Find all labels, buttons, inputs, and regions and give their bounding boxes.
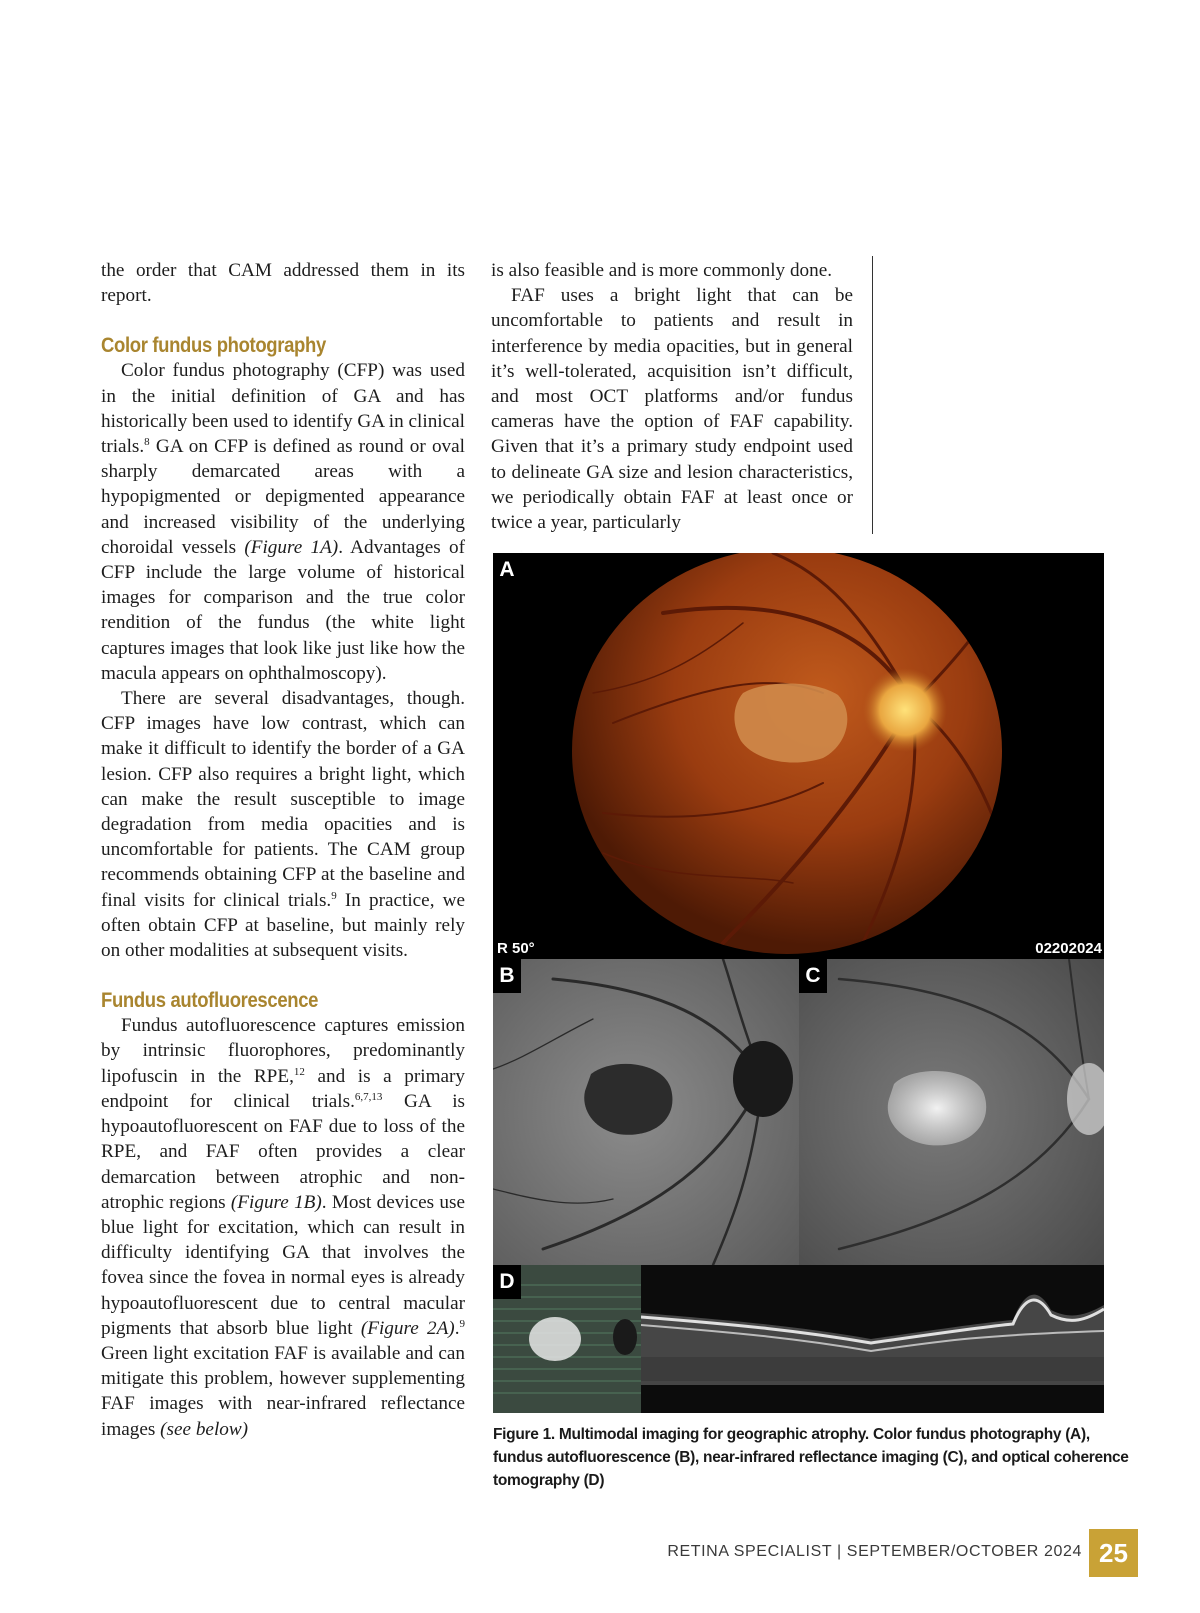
fundus-photo-image: [493, 553, 1104, 959]
reference: 9: [459, 1317, 465, 1330]
oct-bscan-image: [641, 1265, 1104, 1413]
eye-angle-overlay: R 50°: [497, 940, 535, 957]
reference: 8: [144, 436, 150, 449]
text-run: . Advantages of CFP include the large volume of historical images for comparison and the true color rendition of the fundus (the white light captures images that look like just like how the macula appears on ophthalmoscopy).: [101, 536, 465, 684]
figure-ref: (Figure 2A): [360, 1317, 455, 1339]
text-run: Fundus autofluorescence captures emission by intrinsic fluorophores, predominantly lipofuscin in the RPE,: [101, 1015, 465, 1087]
reference: 6,7,13: [354, 1090, 383, 1103]
figure-ref: (Figure 1A): [244, 536, 339, 558]
journal-footer: RETINA SPECIALIST | SEPTEMBER/OCTOBER 2024: [667, 1543, 1082, 1560]
section-heading-cfp: Color fundus photography: [101, 333, 326, 358]
section-heading-faf: Fundus autofluorescence: [101, 988, 319, 1013]
panel-label-d: D: [493, 1265, 521, 1299]
paragraph: [101, 686, 465, 963]
text-run: Green light excitation FAF is available and can mitigate this problem, however supplementing FAF images with near-infrared reflectance images: [101, 1342, 465, 1440]
oct-localizer-panel: [493, 1265, 641, 1413]
panel-label-a: A: [493, 553, 521, 587]
right-column: [491, 258, 853, 535]
date-overlay: 02202024: [1035, 940, 1102, 957]
text-run: In practice, we often obtain CFP at baseline, but mainly rely on other modalities at subsequent visits.: [101, 889, 465, 962]
panel-label-b: B: [493, 959, 521, 993]
paragraph: the order that CAM addressed them in its report.: [101, 260, 465, 307]
oct-bscan-panel: [641, 1265, 1104, 1413]
text-run: GA is hypoautofluorescent on FAF due to loss of the RPE, and FAF often provides a clear demarcation between atrophic and non-atrophic regions: [101, 1090, 465, 1213]
reference: 9: [331, 889, 337, 902]
figure-caption: Figure 1. Multimodal imaging for geographic atrophy. Color fundus photography (A), fundus autofluorescence (B), near-infrared reflectance imaging (C), and optical coherence tomography (D): [493, 1426, 1129, 1489]
text-run: .: [454, 1317, 460, 1339]
text-run: Color fundus photography (CFP) was used in the initial definition of GA and has historically been used to identify GA in clinical trials.: [101, 360, 465, 458]
text-run: and is a primary endpoint for clinical trials.: [101, 1065, 465, 1112]
column-rule: [872, 256, 873, 534]
paragraph: [101, 358, 465, 686]
figure-ref: (Figure 1B): [230, 1191, 322, 1213]
nir-image-panel: [799, 959, 1104, 1265]
faf-image: [493, 959, 799, 1265]
panel-label-c: C: [799, 959, 827, 993]
text-run: There are several disadvantages, though. CFP images have low contrast, which can make it difficult to identify the border of a GA lesion. CFP also requires a bright light, which can make the result susceptible to image degradation from media opacities and is uncomfortable for patients. The CAM group recommends obtaining CFP at the baseline and final visits for clinical trials.: [101, 688, 465, 911]
left-column: [101, 258, 465, 1442]
fundus-photo-panel: [493, 553, 1104, 959]
faf-image-panel: [493, 959, 799, 1265]
text-run: . Most devices use blue light for excitation, which can result in difficulty identifying GA that involves the fovea since the fovea in normal eyes is already hypoautofluorescent due to central macular pigments that absorb blue light: [101, 1191, 465, 1339]
nir-image: [799, 959, 1104, 1265]
paragraph: FAF uses a bright light that can be uncomfortable to patients and result in interference by media opacities, but in general it’s well-tolerated, acquisition isn’t difficult, and most OCT platforms and/or fundus cameras have the option of FAF capability. Given that it’s a primary study endpoint used to delineate GA size and lesion characteristics, we periodically obtain FAF at least once or twice a year, particularly: [491, 285, 853, 534]
see-below: (see below): [160, 1418, 249, 1440]
paragraph: is also feasible and is more commonly done.: [491, 260, 833, 281]
text-run: GA on CFP is defined as round or oval sharply demarcated areas with a hypopigmented or depigmented appearance and increased visibility of the underlying choroidal vessels: [101, 436, 465, 558]
reference: 12: [293, 1065, 305, 1078]
paragraph: [101, 1013, 465, 1441]
page-number: 25: [1089, 1529, 1138, 1577]
